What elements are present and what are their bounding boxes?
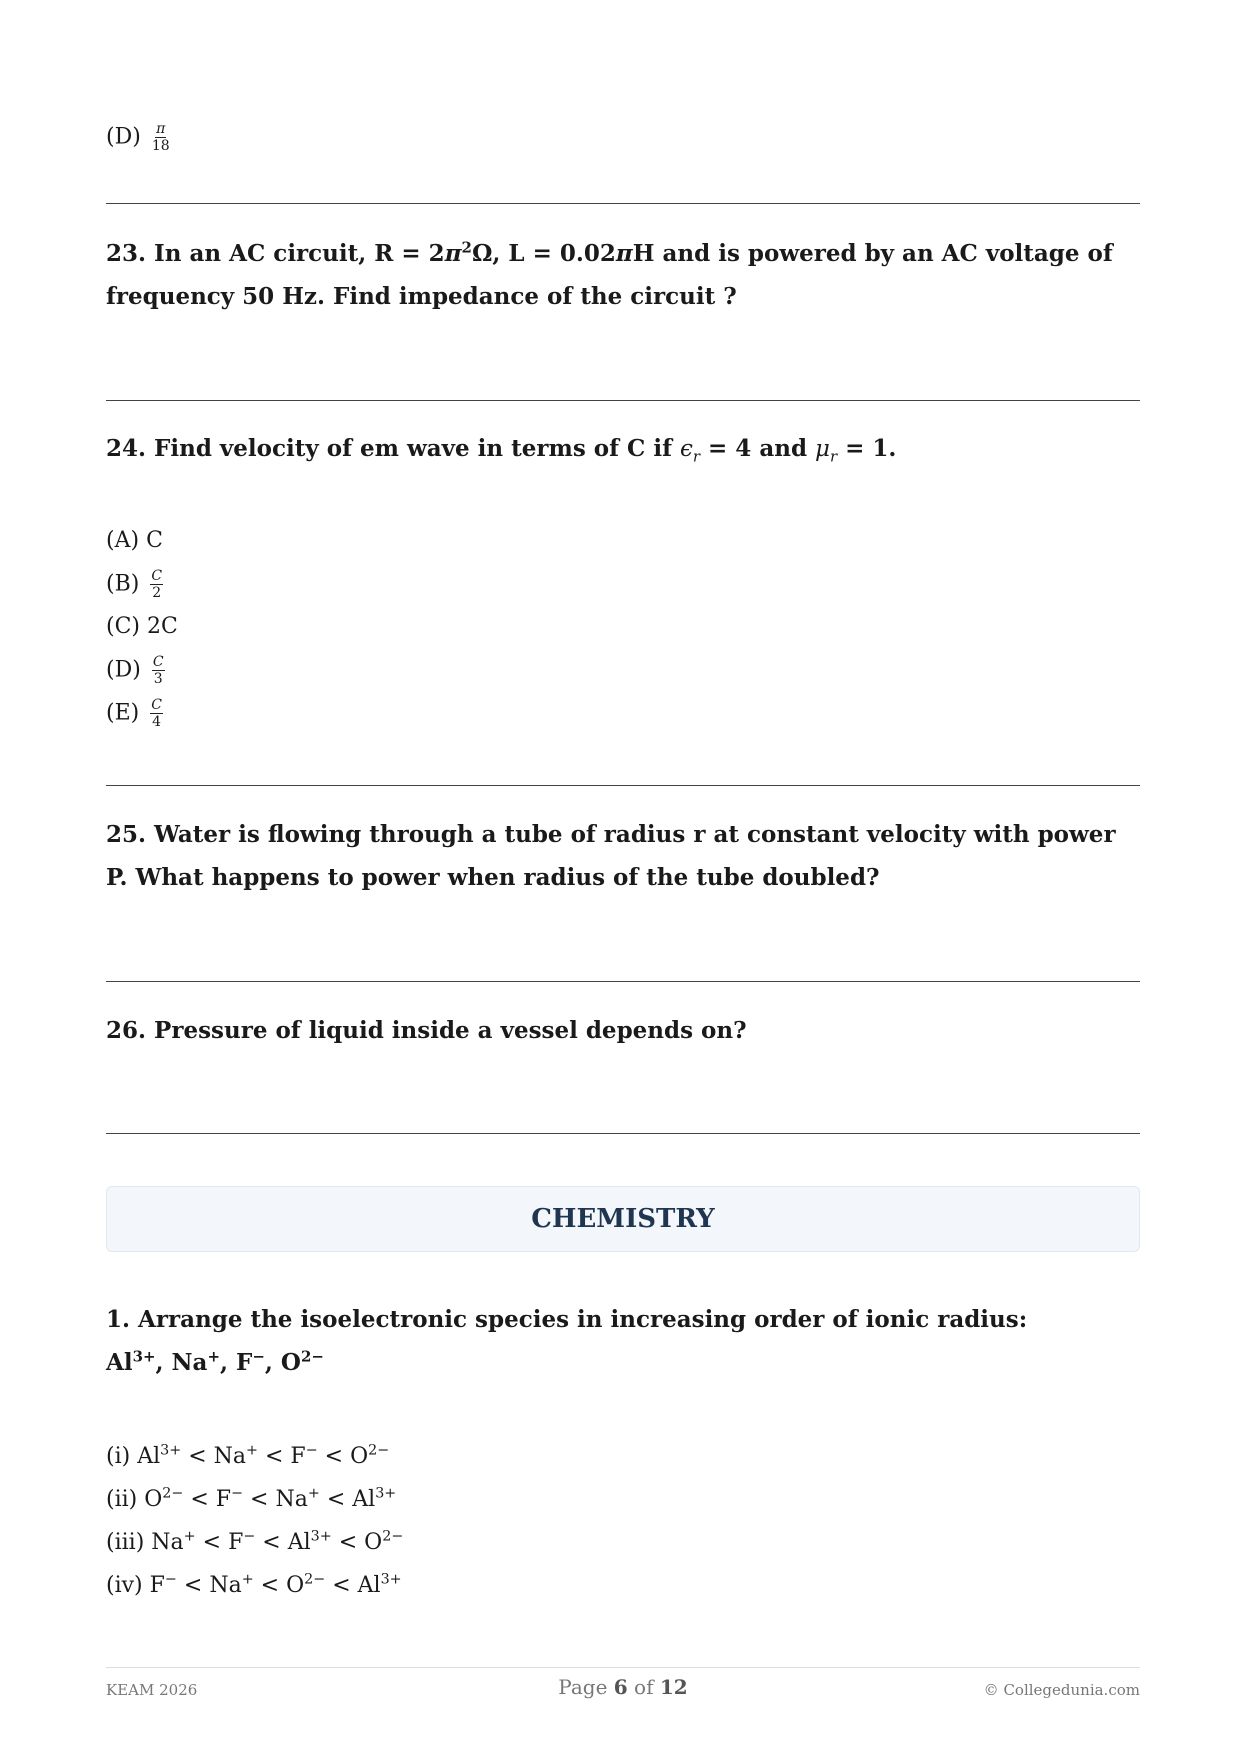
less-than: < [325,1573,358,1598]
ion-symbol: Na [151,1530,184,1555]
fraction-denominator: 4 [152,714,162,730]
ion-symbol: F [236,1349,253,1376]
fraction-denominator: 3 [153,671,163,687]
option-label: (B) [106,571,140,597]
less-than: < [255,1530,288,1555]
less-than: < [195,1530,229,1555]
option-e [106,698,163,729]
option-label: (iv) [106,1573,143,1598]
fraction-denominator: 2 [152,585,162,601]
question-24 [106,427,1140,471]
ion-charge: 3+ [132,1347,156,1366]
option-text: 2C [147,614,178,639]
option-d-prev [106,122,170,153]
less-than: < [253,1573,287,1598]
page-word: Page [558,1675,608,1699]
question-23 [106,232,1140,318]
ion-symbol: O [364,1530,383,1555]
chem-option [106,1571,402,1601]
less-than: < [319,1487,353,1512]
ion-symbol: Al [357,1573,381,1598]
chem-question-1 [106,1298,1140,1384]
exam-name: KEAM 2026 [106,1681,198,1699]
divider [106,203,1140,204]
subscript-r: r [829,447,838,466]
ion-symbol: O [350,1444,369,1469]
option-c [106,612,178,642]
section-header-chemistry [106,1186,1140,1252]
ion-charge: 2− [300,1347,324,1366]
ion-charge: 2− [304,1571,326,1588]
question-number: 26. [106,1017,147,1044]
question-text-part: Find velocity of em wave in terms of C if [154,435,680,462]
ion-symbol: F [149,1573,165,1598]
chem-option [106,1485,396,1515]
separator: , [220,1349,237,1376]
question-text-part: = 4 and [700,435,816,462]
page-total: 12 [659,1675,688,1699]
option-d [106,655,165,686]
ion-charge: − [164,1571,177,1588]
question-26 [106,1009,1140,1052]
subscript-r: r [692,447,701,466]
option-label: (C) [106,614,140,639]
fraction [152,122,170,153]
divider [106,981,1140,982]
copyright: © Collegedunia.com [983,1681,1140,1699]
question-line [106,1298,1140,1341]
ion-charge: + [183,1528,196,1545]
separator: , [264,1349,281,1376]
ion-charge: + [307,1485,320,1502]
ion-charge: + [207,1347,220,1366]
less-than: < [317,1444,351,1469]
less-than: < [183,1487,216,1512]
question-number: 24. [106,435,147,462]
option-text: C [146,528,163,553]
option-label: (i) [106,1444,131,1469]
less-than: < [176,1573,210,1598]
ion-charge: 3+ [160,1442,182,1459]
question-text-part: Ω, L = 0.02 [471,240,616,267]
option-a [106,526,163,556]
ion-symbol: Na [213,1444,247,1469]
ion-charge: − [252,1347,265,1366]
question-25 [106,813,1140,899]
ion-symbol: O [280,1349,301,1376]
ion-symbol: Na [275,1487,308,1512]
ion-charge: 3+ [375,1485,397,1502]
epsilon-symbol: ϵ [679,436,693,462]
ion-symbol: Al [287,1530,311,1555]
exponent: 2 [461,238,472,257]
fraction [152,655,165,686]
ion-charge: 2− [382,1528,404,1545]
page-footer [106,1675,1140,1705]
ion-symbol: Al [352,1487,376,1512]
fraction-numerator: C [152,654,164,670]
question-number: 25. [106,821,147,848]
pi-symbol: π [615,240,633,267]
question-number: 23. [106,240,147,267]
fraction-numerator: C [151,568,163,584]
footer-divider [106,1667,1140,1668]
ion-symbol: Na [171,1349,208,1376]
ion-charge: 3+ [310,1528,332,1545]
fraction-numerator: C [151,697,162,713]
option-label: (D) [106,124,141,150]
option-label: (ii) [106,1487,138,1512]
option-b [106,569,163,600]
ion-charge: 2− [162,1485,184,1502]
ion-symbol: O [286,1573,305,1598]
ion-charge: 2− [368,1442,390,1459]
section-title: CHEMISTRY [531,1204,715,1234]
ion-charge: 3+ [380,1571,402,1588]
option-label: (A) [106,528,140,553]
ion-symbol: F [290,1444,306,1469]
less-than: < [243,1487,276,1512]
divider [106,1133,1140,1134]
chem-option [106,1442,389,1472]
question-text-part: = 1. [837,435,897,462]
chem-option [106,1528,403,1558]
question-text: Water is flowing through a tube of radius r at constant velocity with power P. What happens to power when radius of the tube doubled? [106,821,1116,891]
ion-charge: + [246,1442,258,1459]
less-than: < [181,1444,214,1469]
ion-symbol: Na [209,1573,242,1598]
ion-charge: + [241,1571,254,1588]
fraction [150,698,163,729]
ion-symbol: Al [137,1444,161,1469]
ion-symbol: O [144,1487,163,1512]
less-than: < [331,1530,365,1555]
ion-symbol: F [215,1487,232,1512]
separator: , [155,1349,172,1376]
ion-charge: − [243,1528,256,1545]
pi-symbol: π [444,240,462,267]
fraction-numerator: π [156,121,166,137]
ion-symbol: Al [106,1349,133,1376]
less-than: < [258,1444,291,1469]
ion-symbol: F [228,1530,244,1555]
ion-charge: − [305,1442,318,1459]
fraction-denominator: 18 [151,138,170,154]
species-line [106,1341,1140,1384]
of-word: of [634,1675,654,1699]
question-number: 1. [106,1306,131,1333]
divider [106,400,1140,401]
question-text-part: H and is powered by an AC voltage of frequency 50 Hz. Find impedance of the circuit ? [106,240,1113,310]
mu-symbol: μ [815,436,830,462]
divider [106,785,1140,786]
question-text: Pressure of liquid inside a vessel depends on? [154,1017,747,1044]
ion-charge: − [231,1485,244,1502]
question-text-part: In an AC circuit, R = 2 [154,240,445,267]
page-number: 6 [613,1675,628,1699]
question-text: Arrange the isoelectronic species in increasing order of ionic radius: [138,1306,1028,1333]
option-label: (iii) [106,1530,145,1555]
option-label: (E) [106,700,140,726]
option-label: (D) [106,657,141,683]
fraction [150,569,163,600]
